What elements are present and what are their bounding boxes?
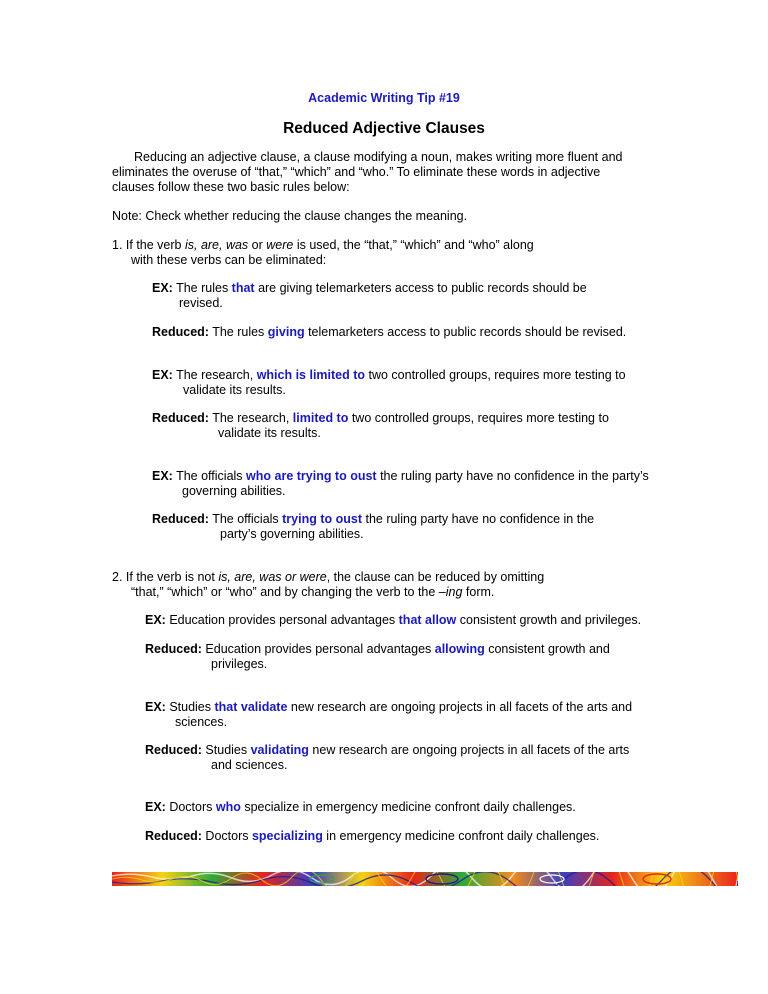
reduced-label: Reduced: [145, 642, 202, 656]
reduced-line [152, 512, 594, 527]
clause-highlight: who [215, 800, 241, 814]
clause-highlight: that [231, 281, 255, 295]
reduced-text: Studies [201, 743, 251, 757]
clause-highlight: that allow [398, 613, 457, 627]
reduced-highlight: specializing [251, 829, 323, 843]
reduced-text: Doctors [201, 829, 252, 843]
ex-label: EX: [152, 469, 173, 483]
clause-highlight: which is limited to [256, 368, 366, 382]
reduced-label: Reduced: [145, 829, 202, 843]
reduced-text: telemarketers access to public records should be revised. [304, 325, 627, 339]
reduced-line-cont: privileges. [211, 657, 268, 671]
ex-text: Studies [165, 700, 215, 714]
reduced-text: new research are ongoing projects in all facets of the arts [308, 743, 630, 757]
reduced-highlight: giving [267, 325, 305, 339]
reduced-text: The rules [208, 325, 268, 339]
intro-line-1: Reducing an adjective clause, a clause modifying a noun, makes writing more fluent and [134, 150, 623, 164]
rule2-rest: , the clause can be reduced by omitting [326, 570, 545, 584]
ex-text: The rules [172, 281, 232, 295]
ex-text: consistent growth and privileges. [456, 613, 642, 627]
example-line-cont: validate its results. [183, 383, 286, 397]
rule1-number: 1. If the verb [112, 238, 185, 252]
reduced-label: Reduced: [152, 512, 209, 526]
ex-label: EX: [145, 800, 166, 814]
rule1-verbs: is, are, was [184, 238, 249, 252]
rule2-verbs: is, are, was or were [218, 570, 327, 584]
rule2-line-2 [131, 585, 494, 600]
example-line-cont: revised. [179, 296, 223, 310]
ex-text: two controlled groups, requires more testing to [365, 368, 626, 382]
reduced-highlight: limited to [292, 411, 349, 425]
reduced-highlight: validating [250, 743, 309, 757]
example-line [152, 469, 649, 484]
reduced-line [145, 829, 599, 844]
rule1-line-1 [112, 238, 534, 253]
ex-text: The officials [172, 469, 247, 483]
rule2-line-1 [112, 570, 544, 585]
reduced-line [145, 642, 610, 657]
clause-highlight: who are trying to oust [246, 469, 377, 483]
reduced-label: Reduced: [152, 411, 209, 425]
example-line [152, 368, 626, 383]
rule2-number: 2. If the verb is not [112, 570, 219, 584]
example-line-cont: sciences. [175, 715, 228, 729]
reduced-text: Education provides personal advantages [201, 642, 435, 656]
rule1-verb-were: were [266, 238, 294, 252]
reduced-line-cont: and sciences. [211, 758, 288, 772]
rule2-l2-text: “that,” “which” or “who” and by changing the verb to the [131, 585, 439, 599]
example-line [145, 800, 576, 815]
clause-highlight: that validate [214, 700, 288, 714]
reduced-line-cont: validate its results. [218, 426, 321, 440]
reduced-highlight: allowing [434, 642, 485, 656]
rule1-rest: is used, the “that,” “which” and “who” along [293, 238, 534, 252]
example-line-cont: governing abilities. [182, 484, 286, 498]
reduced-line-cont: party’s governing abilities. [220, 527, 364, 541]
example-line [152, 281, 587, 296]
reduced-text: The research, [208, 411, 293, 425]
rule2-l2-end: form. [462, 585, 495, 599]
ex-text: are giving telemarketers access to public records should be [254, 281, 587, 295]
example-line [145, 613, 641, 628]
reduced-text: two controlled groups, requires more testing to [348, 411, 609, 425]
intro-line-2: eliminates the overuse of “that,” “which” and “who.” To eliminate these words in adjective [112, 165, 601, 179]
example-line [145, 700, 632, 715]
reduced-line [152, 325, 626, 340]
ex-text: new research are ongoing projects in all facets of the arts and [287, 700, 633, 714]
reduced-line [145, 743, 629, 758]
ex-label: EX: [152, 368, 173, 382]
reduced-text: consistent growth and [484, 642, 610, 656]
reduced-text: the ruling party have no confidence in the [362, 512, 595, 526]
ex-text: The research, [172, 368, 257, 382]
rule1-or: or [248, 238, 267, 252]
decorative-swirl-band [112, 872, 738, 886]
tip-number: Academic Writing Tip #19 [308, 91, 460, 105]
ex-text: specialize in emergency medicine confront daily challenges. [240, 800, 576, 814]
reduced-label: Reduced: [152, 325, 209, 339]
rule1-line-2: with these verbs can be eliminated: [131, 253, 327, 267]
ex-label: EX: [145, 700, 166, 714]
rule2-ing: –ing [438, 585, 463, 599]
ex-text: Doctors [165, 800, 216, 814]
note-text: Note: Check whether reducing the clause changes the meaning. [112, 209, 468, 223]
intro-line-3: clauses follow these two basic rules below: [112, 180, 350, 194]
reduced-label: Reduced: [145, 743, 202, 757]
ex-text: the ruling party have no confidence in the party’s [376, 469, 649, 483]
reduced-line [152, 411, 609, 426]
ex-label: EX: [152, 281, 173, 295]
ex-text: Education provides personal advantages [165, 613, 399, 627]
ex-label: EX: [145, 613, 166, 627]
reduced-text: in emergency medicine confront daily challenges. [322, 829, 600, 843]
reduced-text: The officials [208, 512, 283, 526]
reduced-highlight: trying to oust [282, 512, 362, 526]
page-title: Reduced Adjective Clauses [283, 120, 485, 137]
